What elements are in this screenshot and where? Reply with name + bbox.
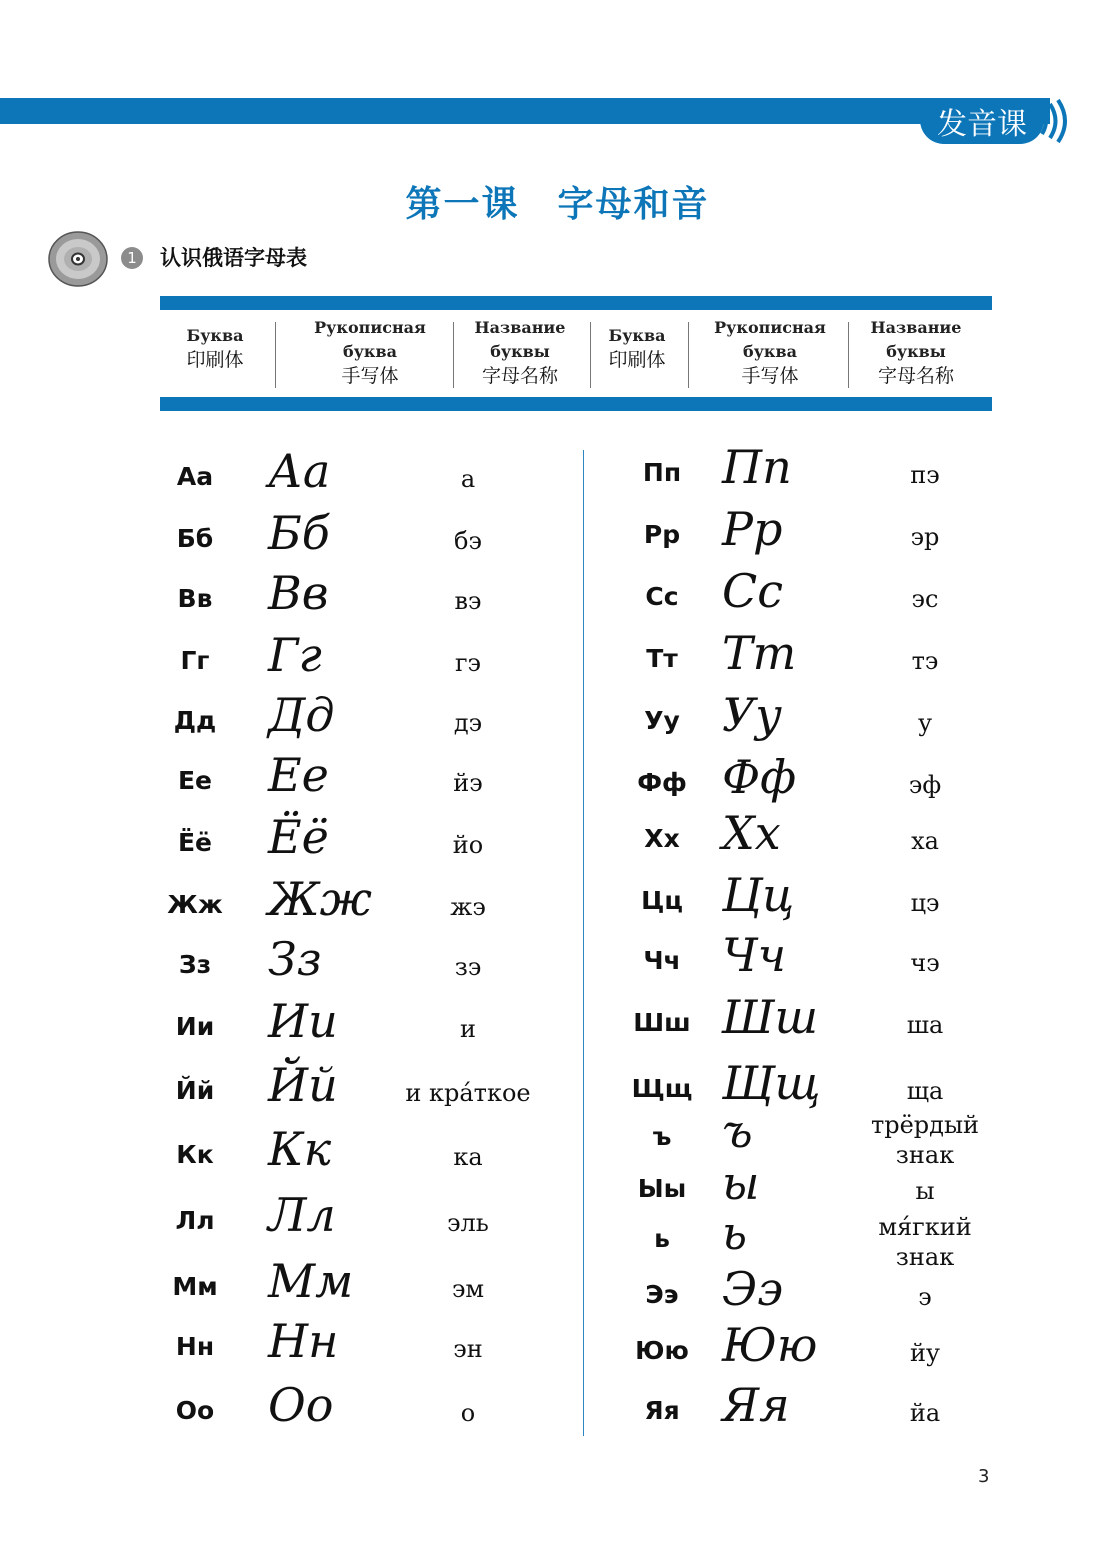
- print-letter: Уу: [644, 706, 680, 735]
- letter-name: йэ: [453, 769, 483, 797]
- handwritten-letter: Яя: [722, 1378, 790, 1432]
- print-letter: Пп: [642, 458, 682, 487]
- handwritten-letter: Чч: [722, 928, 787, 982]
- handwritten-letter: Йй: [268, 1058, 338, 1112]
- print-letter: Нн: [175, 1332, 215, 1361]
- print-letter: Вв: [177, 584, 213, 613]
- print-letter: Кк: [176, 1140, 214, 1169]
- print-letter: ъ: [652, 1122, 672, 1151]
- handwritten-letter: Аа: [268, 444, 331, 498]
- letter-name: зэ: [454, 953, 482, 981]
- letter-name: у: [917, 709, 933, 737]
- handwritten-letter: Дд: [268, 688, 335, 742]
- handwritten-letter: Сс: [722, 564, 783, 618]
- letter-name: трёрдый знак: [870, 1111, 980, 1169]
- letter-name: эр: [910, 523, 940, 551]
- letter-name: йу: [909, 1339, 941, 1367]
- header-hand-col-2: Рукописная буква 手写体: [714, 318, 826, 387]
- header-separator: [453, 322, 454, 388]
- handwritten-letter: ы: [722, 1156, 760, 1210]
- letter-name: эн: [453, 1335, 483, 1363]
- section-number-badge: 1: [121, 247, 143, 269]
- print-letter: Рр: [643, 520, 681, 549]
- print-letter: Ээ: [645, 1280, 679, 1309]
- table-header-bar-top: [160, 296, 992, 310]
- letter-name: о: [460, 1399, 476, 1427]
- letter-name: ща: [906, 1077, 944, 1105]
- print-letter: Яя: [644, 1396, 680, 1425]
- handwritten-letter: Гг: [268, 628, 322, 682]
- handwritten-letter: Шш: [722, 990, 819, 1044]
- letter-name: бэ: [454, 527, 482, 555]
- handwritten-letter: Кк: [268, 1122, 332, 1176]
- print-letter: Зз: [178, 950, 212, 979]
- handwritten-letter: Оо: [268, 1378, 334, 1432]
- letter-name: а: [460, 465, 476, 493]
- print-letter: Юю: [635, 1336, 689, 1365]
- letter-name: эс: [911, 585, 939, 613]
- handwritten-letter: ь: [722, 1206, 748, 1260]
- letter-name: гэ: [454, 649, 481, 677]
- handwritten-letter: Ээ: [722, 1262, 783, 1316]
- print-letter: Бб: [176, 524, 214, 553]
- print-letter: Фф: [637, 768, 687, 797]
- header-separator: [688, 322, 689, 388]
- letter-name: жэ: [450, 893, 486, 921]
- section-heading: 认识俄语字母表: [160, 246, 307, 270]
- handwritten-letter: Вв: [268, 566, 329, 620]
- print-letter: Ее: [177, 766, 213, 795]
- header-separator: [848, 322, 849, 388]
- handwritten-letter: Мм: [268, 1254, 354, 1308]
- handwritten-letter: Юю: [722, 1318, 818, 1372]
- handwritten-letter: Тт: [722, 626, 797, 680]
- print-letter: Ёё: [177, 828, 213, 857]
- print-letter: Цц: [641, 886, 683, 915]
- print-letter: Лл: [175, 1206, 215, 1235]
- letter-name: йа: [909, 1399, 941, 1427]
- print-letter: Мм: [172, 1272, 218, 1301]
- print-letter: ь: [654, 1224, 670, 1253]
- print-letter: Гг: [180, 646, 210, 675]
- letter-name: и: [460, 1015, 476, 1043]
- handwritten-letter: Фф: [722, 750, 797, 804]
- handwritten-letter: Пп: [722, 440, 792, 494]
- handwritten-letter: ъ: [722, 1104, 753, 1158]
- letter-name: дэ: [453, 709, 483, 737]
- handwritten-letter: Рр: [722, 502, 783, 556]
- handwritten-letter: Хх: [722, 806, 781, 860]
- handwritten-letter: Ии: [268, 994, 338, 1048]
- page-number: 3: [978, 1466, 990, 1487]
- handwritten-letter: Щщ: [722, 1056, 821, 1110]
- print-letter: Хх: [644, 824, 680, 853]
- print-letter: Щщ: [631, 1074, 693, 1103]
- letter-name: вэ: [454, 587, 482, 615]
- letter-name: ка: [453, 1143, 483, 1171]
- print-letter: Ыы: [637, 1174, 687, 1203]
- handwritten-letter: Уу: [722, 688, 782, 742]
- letter-name: мя́гкий знак: [878, 1213, 972, 1271]
- handwritten-letter: Ёё: [268, 810, 329, 864]
- cd-audio-icon: [48, 230, 108, 288]
- header-hand-col-1: Рукописная буква 手写体: [314, 318, 426, 387]
- section-label: 发音课: [920, 98, 1044, 144]
- handwritten-letter: Ее: [268, 748, 329, 802]
- print-letter: Шш: [633, 1008, 691, 1037]
- print-letter: Ии: [175, 1012, 215, 1041]
- print-letter: Чч: [643, 946, 681, 975]
- handwritten-letter: Жж: [268, 872, 372, 926]
- print-letter: Аа: [176, 462, 214, 491]
- letter-name: эф: [908, 771, 942, 799]
- handwritten-letter: Нн: [268, 1314, 339, 1368]
- print-letter: Оо: [175, 1396, 215, 1425]
- letter-name: йо: [452, 831, 484, 859]
- lesson-title: 第一课 字母和音: [405, 184, 710, 225]
- handwritten-letter: Цц: [722, 868, 795, 922]
- print-letter: Тт: [646, 644, 678, 673]
- header-band: [0, 98, 1050, 124]
- header-separator: [590, 322, 591, 388]
- letter-name: ша: [906, 1011, 944, 1039]
- table-header-bar-bottom: [160, 397, 992, 411]
- sound-wave-icon: [1036, 98, 1076, 144]
- column-divider: [583, 450, 584, 1436]
- print-letter: Дд: [173, 706, 217, 735]
- handwritten-letter: Бб: [268, 506, 330, 560]
- letter-name: пэ: [910, 461, 940, 489]
- header-print-col-2: Буква 印刷体: [608, 326, 666, 371]
- letter-name: ы: [915, 1177, 935, 1205]
- handwritten-letter: Лл: [268, 1188, 336, 1242]
- header-name-col-2: Название буквы 字母名称: [870, 318, 962, 387]
- letter-name: эм: [451, 1275, 485, 1303]
- letter-name: ха: [911, 827, 939, 855]
- print-letter: Сс: [645, 582, 679, 611]
- letter-name: э: [918, 1283, 932, 1311]
- letter-name: тэ: [911, 647, 939, 675]
- letter-name: чэ: [910, 949, 940, 977]
- print-letter: Йй: [175, 1076, 215, 1105]
- handwritten-letter: Зз: [268, 932, 322, 986]
- header-print-col-1: Буква 印刷体: [186, 326, 244, 371]
- print-letter: Жж: [167, 890, 223, 919]
- header-name-col-1: Название буквы 字母名称: [474, 318, 566, 387]
- letter-name: и кра́ткое: [405, 1079, 531, 1107]
- letter-name: эль: [447, 1209, 489, 1237]
- letter-name: цэ: [910, 889, 940, 917]
- header-separator: [275, 322, 276, 388]
